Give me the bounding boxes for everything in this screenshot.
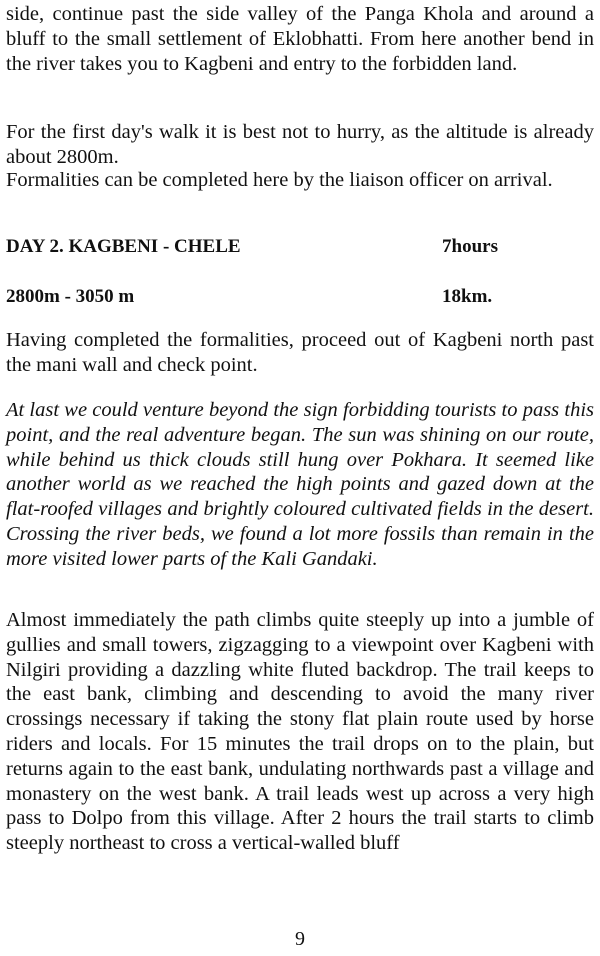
paragraph-route: Almost immediately the path climbs quite steeply up into a jumble of gullies and small towers, zigzagging to a viewpoint over Kagbeni with Nilgiri providing a dazzling white fluted backdrop. The trail keeps to the east bank, climbing and descending to avoid the many river crossings necessary if taking the stony flat plain route used by horse riders and locals. For 15 minutes the trail drops on to the plain, but returns again to the east bank, undulating northwards past a village and monastery on the west bank. A trail leads west up across a very high pass to Dolpo from this village. After 2 hours the trail starts to climb steeply northeast to cross a vertical-walled bluff [6, 609, 594, 855]
day-title: DAY 2. KAGBENI - CHELE [6, 236, 241, 257]
paragraph-eklobhatti: side, continue past the side valley of the Panga Khola and around a bluff to the small settlement of Eklobhatti. From here another bend in the river takes you to Kagbeni and entry to the forbidden land. [6, 3, 594, 75]
distance: 18km. [442, 286, 493, 307]
altitude-heading [6, 286, 594, 314]
paragraph-proceed: Having completed the formalities, proceed out of Kagbeni north past the mani wall and check point. [6, 329, 594, 376]
paragraph-formalities: Formalities can be completed here by the liaison officer on arrival. [6, 169, 553, 191]
altitude-range: 2800m - 3050 m [6, 286, 135, 307]
day-heading [6, 236, 594, 264]
paragraph-first-day: For the first day's walk it is best not to hurry, as the altitude is already about 2800m. [6, 121, 594, 168]
day-duration: 7hours [442, 236, 498, 257]
paragraph-quote: At last we could venture beyond the sign forbidding tourists to pass this point, and the real adventure began. The sun was shining on our route, while behind us thick clouds still hung over Pokhara. It seemed like another world as we reached the high points and gazed down at the flat-roofed villages and brightly coloured cultivated fields in the desert. Crossing the river beds, we found a lot more fossils than remain in the more visited lower parts of the Kali Gandaki. [6, 399, 594, 570]
page-number: 9 [295, 928, 305, 950]
